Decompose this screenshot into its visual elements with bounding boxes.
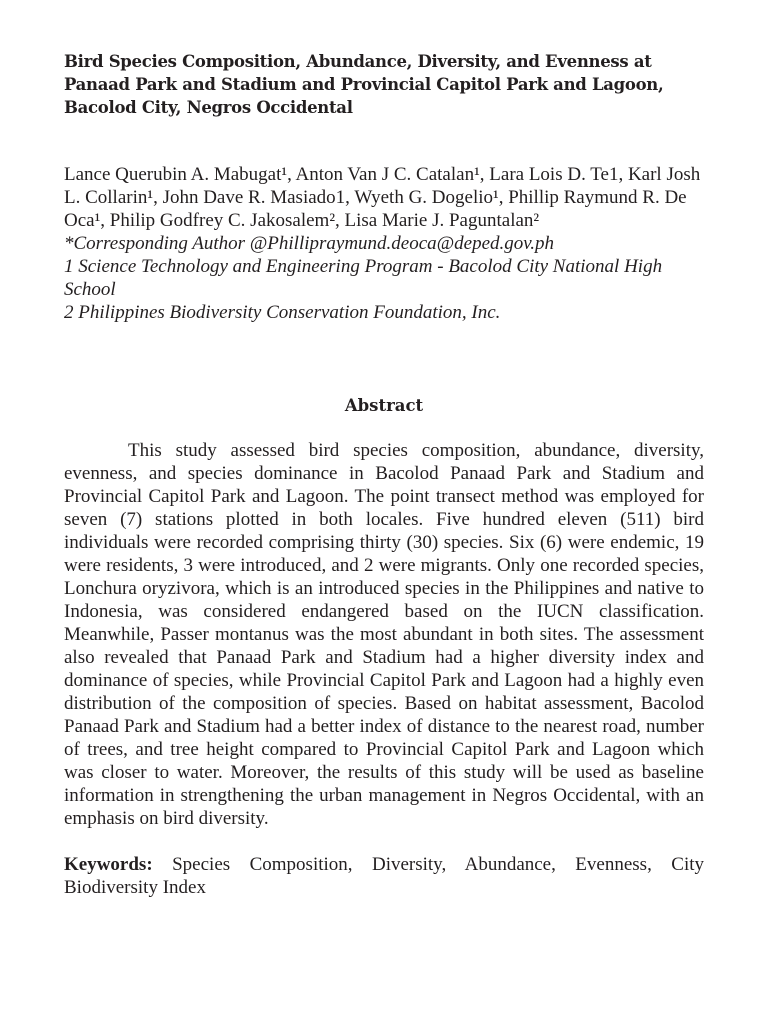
paper-title: Bird Species Composition, Abundance, Diversity, and Evenness at Panaad Park and Stadium and Provincial Capitol Park and Lagoon, Bacolod City, Negros Occidental: [64, 52, 664, 117]
affiliation-2: 2 Philippines Biodiversity Conservation Foundation, Inc.: [64, 302, 501, 323]
paper-page: [64, 50, 704, 899]
keywords-label: Keywords:: [64, 854, 153, 875]
abstract-body: This study assessed bird species composition, abundance, diversity, evenness, and species dominance in Bacolod Panaad Park and Stadium and Provincial Capitol Park and Lagoon. The point transect method was employed for seven (7) stations plotted in both locales. Five hundred eleven (511) bird individuals were recorded comprising thirty (30) species. Six (6) were endemic, 19 were residents, 3 were introduced, and 2 were migrants. Only one recorded species, Lonchura oryzivora, which is an introduced species in the Philippines and native to Indonesia, was considered endangered based on the IUCN classification. Meanwhile, Passer montanus was the most abundant in both sites. The assessment also revealed that Panaad Park and Stadium had a higher diversity index and dominance of species, while Provincial Capitol Park and Lagoon had a highly even distribution of the composition of species. Based on habitat assessment, Bacolod Panaad Park and Stadium had a better index of distance to the nearest road, number of trees, and tree height compared to Provincial Capitol Park and Lagoon which was closer to water. Moreover, the results of this study will be used as baseline information in strengthening the urban management in Negros Occidental, with an emphasis on bird diversity.: [64, 440, 704, 829]
author-names: Lance Querubin A. Mabugat¹, Anton Van J C. Catalan¹, Lara Lois D. Te1, Karl Josh L. Collarin¹, John Dave R. Masiado1, Wyeth G. Dogelio¹, Phillip Raymund R. De Oca¹, Philip Godfrey C. Jakosalem², Lisa Marie J. Paguntalan²: [64, 164, 701, 231]
author-block: [64, 163, 704, 324]
affiliation-1: 1 Science Technology and Engineering Program - Bacolod City National High School: [64, 256, 663, 300]
abstract-heading: Abstract: [344, 396, 424, 415]
keywords-text: Species Composition, Diversity, Abundance, Evenness, City Biodiversity Index: [64, 854, 704, 898]
keywords-paragraph: [64, 853, 704, 899]
corresponding-author: *Corresponding Author @Phillipraymund.deoca@deped.gov.ph: [64, 233, 555, 254]
